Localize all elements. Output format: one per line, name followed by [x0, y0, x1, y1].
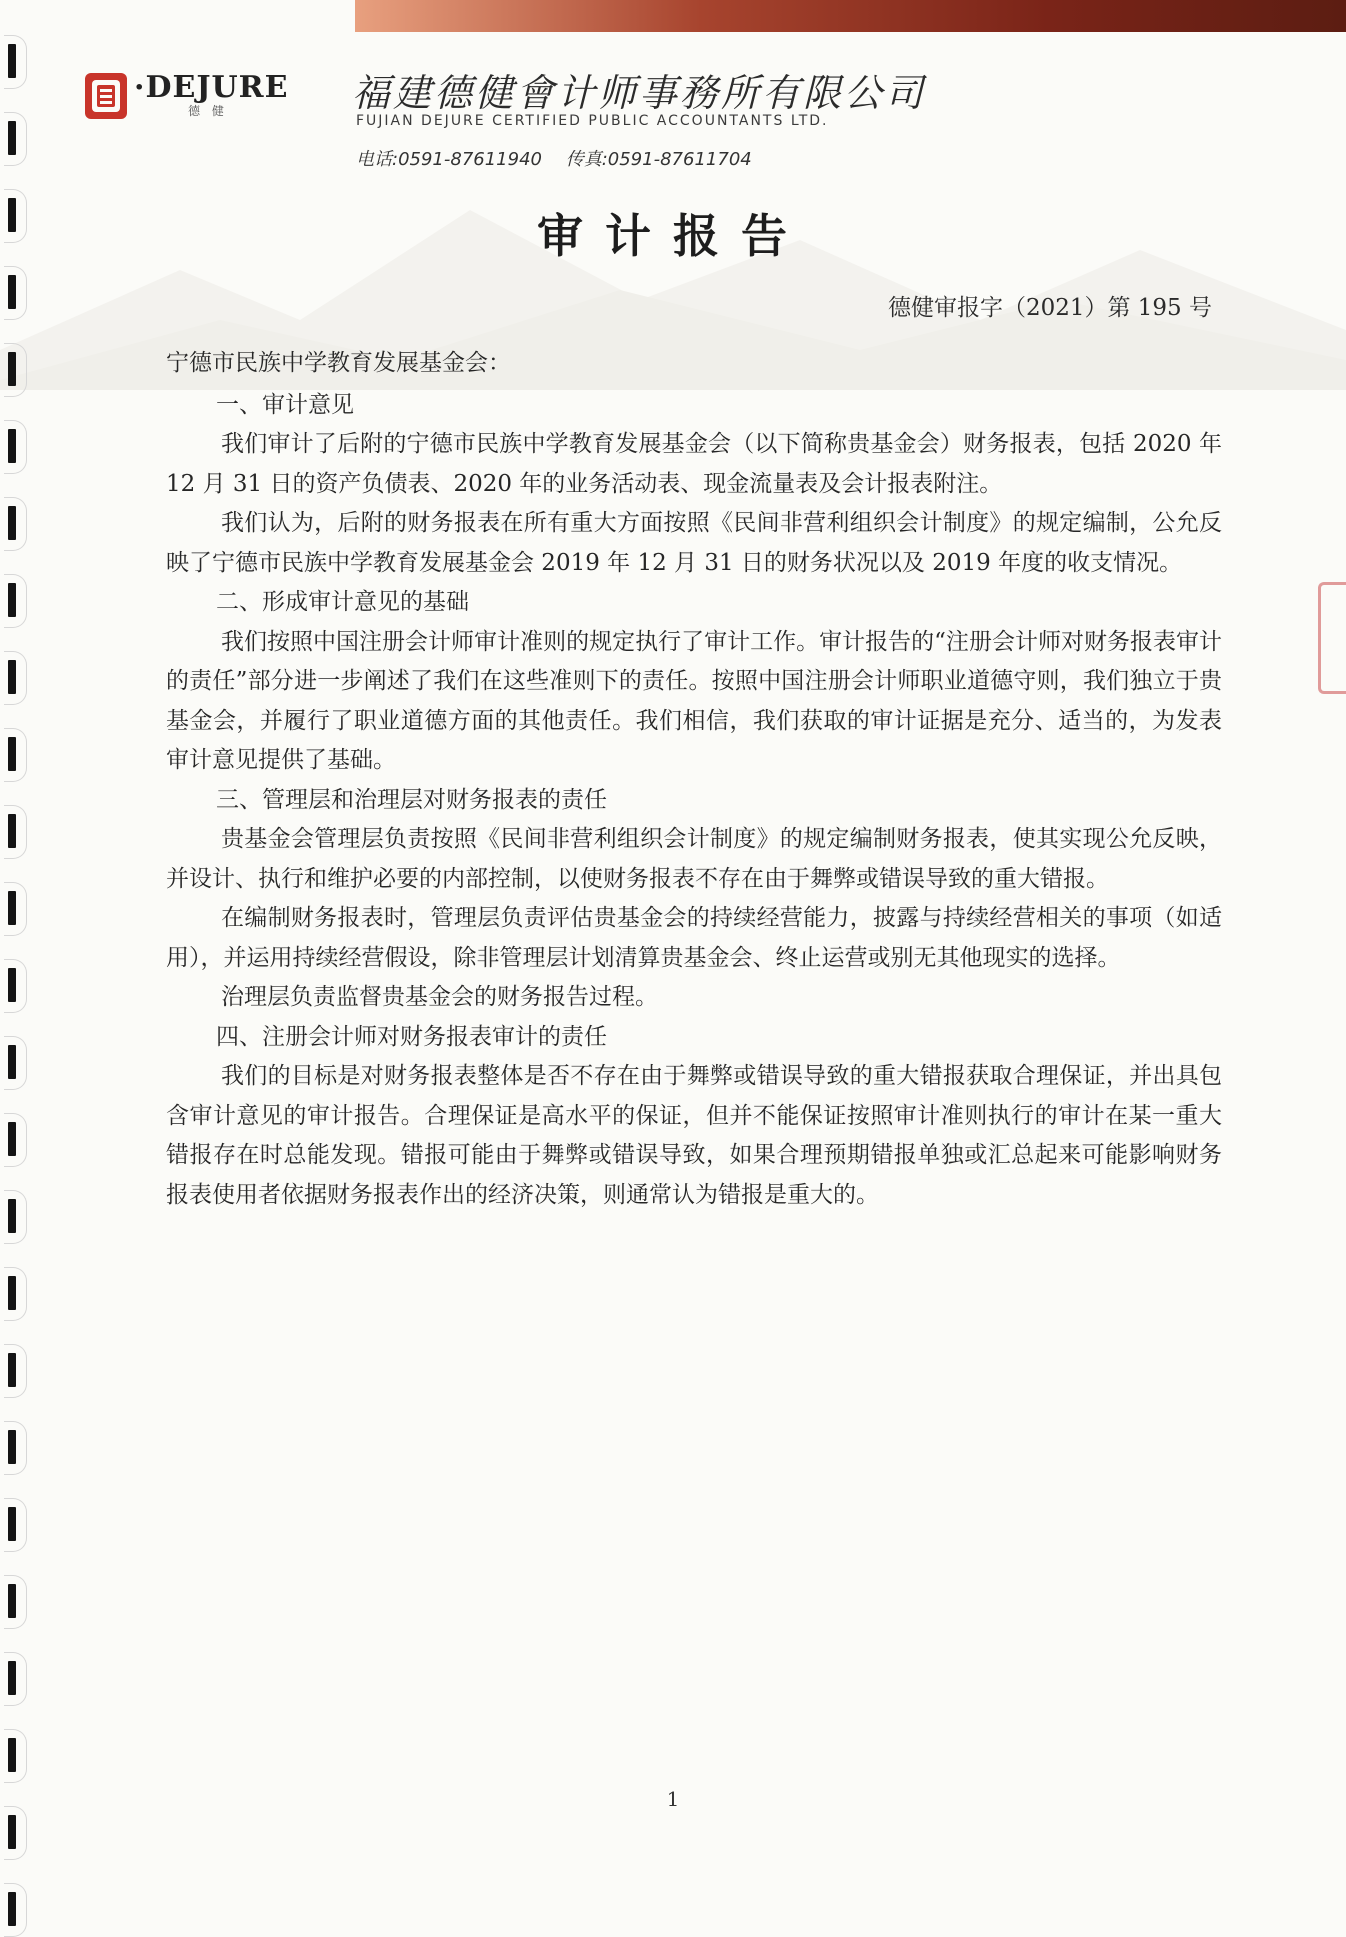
binding-hole — [8, 275, 16, 309]
firm-contact — [356, 145, 770, 171]
report-body — [166, 338, 1222, 1215]
binding-hole — [8, 1199, 16, 1233]
binding-hole — [8, 1892, 16, 1926]
binding-hole — [8, 44, 16, 78]
binding-hole — [8, 968, 16, 1002]
binding-hole — [8, 506, 16, 540]
section-heading: 二、形成审计意见的基础 — [216, 589, 469, 615]
binding-hole — [8, 1584, 16, 1618]
binding-hole — [8, 1661, 16, 1695]
paragraph: 在编制财务报表时，管理层负责评估贵基金会的持续经营能力，披露与持续经营相关的事项（如适用），并运用持续经营假设，除非管理层计划清算贵基金会、终止运营或别无其他现实的选择。 — [166, 905, 1222, 971]
binding-hole — [8, 660, 16, 694]
binding-hole — [8, 737, 16, 771]
logo-wordmark: ·DEJURE — [134, 70, 289, 105]
binding-hole — [8, 1122, 16, 1156]
binding-hole — [8, 583, 16, 617]
paragraph: 我们的目标是对财务报表整体是否不存在由于舞弊或错误导致的重大错报获取合理保证，并出具包含审计意见的审计报告。合理保证是高水平的保证，但并不能保证按照审计准则执行的审计在某一重大错报存在时总能发现。错报可能由于舞弊或错误导致，如果合理预期错报单独或汇总起来可能影响财务报表使用者依据财务报表作出的经济决策，则通常认为错报是重大的。 — [166, 1063, 1222, 1208]
firm-name-english: FUJIAN DEJURE CERTIFIED PUBLIC ACCOUNTANTS LTD. — [356, 113, 829, 129]
binding-hole — [8, 814, 16, 848]
binding-hole — [8, 1507, 16, 1541]
binding-hole — [8, 1738, 16, 1772]
section-heading: 四、注册会计师对财务报表审计的责任 — [216, 1023, 607, 1050]
red-seal-fragment — [1318, 582, 1346, 694]
binding-hole — [8, 1276, 16, 1310]
binding-hole — [8, 352, 16, 386]
paragraph: 我们按照中国注册会计师审计准则的规定执行了审计工作。审计报告的“注册会计师对财务报表审计的责任”部分进一步阐述了我们在这些准则下的责任。按照中国注册会计师职业道德守则，我们独立于贵基金会，并履行了职业道德方面的其他责任。我们相信，我们获取的审计证据是充分、适当的，为发表审计意见提供了基础。 — [166, 628, 1222, 773]
report-reference-number: 德健审报字（2021）第 195 号 — [887, 295, 1212, 321]
report-title: 审计报告 — [537, 209, 809, 263]
paragraph: 我们审计了后附的宁德市民族中学教育发展基金会（以下简称贵基金会）财务报表，包括 2020 年 12 月 31 日的资产负债表、2020 年的业务活动表、现金流量表及会计报表附注。 — [166, 431, 1222, 497]
spiral-binding — [0, 0, 30, 1920]
binding-hole — [8, 891, 16, 925]
binding-hole — [8, 1045, 16, 1079]
firm-fax: 传真:0591-87611704 — [565, 149, 752, 170]
header-color-band — [355, 0, 1346, 32]
binding-hole — [8, 1353, 16, 1387]
dejure-logo-icon — [84, 72, 128, 120]
binding-hole — [8, 1815, 16, 1849]
logo-chinese-name: 德 健 — [188, 104, 228, 118]
paragraph: 贵基金会管理层负责按照《民间非营利组织会计制度》的规定编制财务报表，使其实现公允反映，并设计、执行和维护必要的内部控制，以使财务报表不存在由于舞弊或错误导致的重大错报。 — [166, 826, 1222, 892]
paragraph: 我们认为，后附的财务报表在所有重大方面按照《民间非营利组织会计制度》的规定编制，公允反映了宁德市民族中学教育发展基金会 2019 年 12 月 31 日的财务状况以及 2019 年度的收支情况。 — [166, 510, 1222, 576]
addressee: 宁德市民族中学教育发展基金会： — [166, 350, 511, 376]
paragraph: 治理层负责监督贵基金会的财务报告过程。 — [221, 984, 658, 1010]
page-number: 1 — [666, 1787, 680, 1811]
section-heading: 一、审计意见 — [216, 391, 354, 418]
binding-hole — [8, 429, 16, 463]
section-heading: 三、管理层和治理层对财务报表的责任 — [216, 786, 607, 813]
binding-hole — [8, 121, 16, 155]
firm-telephone: 电话:0591-87611940 — [356, 149, 542, 170]
binding-hole — [8, 1430, 16, 1464]
firm-name-chinese: 福建德健會计师事務所有限公司 — [352, 71, 927, 115]
